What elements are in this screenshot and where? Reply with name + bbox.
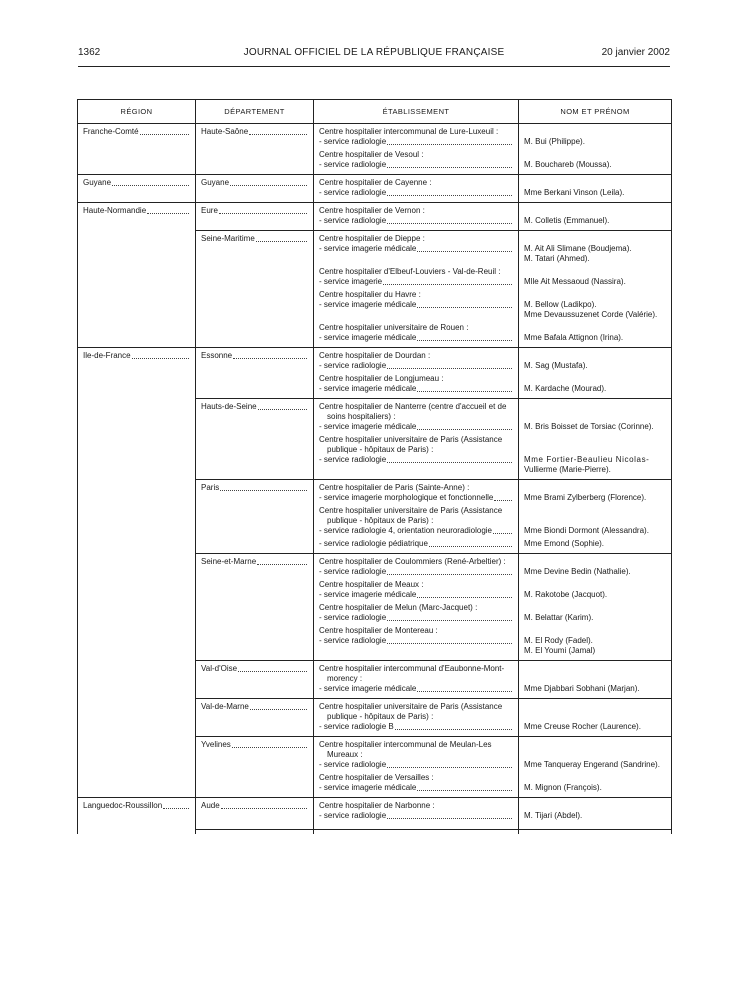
dept-cell: Essonne (196, 348, 314, 399)
region-cell (78, 399, 196, 480)
dept-cell: Eure (196, 203, 314, 231)
table-row-continuation (78, 830, 672, 835)
dept-cell: Val-de-Marne (196, 699, 314, 737)
nom-cell: M. Bui (Philippe). M. Bouchareb (Moussa). (519, 124, 672, 175)
region-cell (78, 480, 196, 554)
dept-cell: Paris (196, 480, 314, 554)
table-row (78, 231, 672, 348)
region-cell: Franche-Comté (78, 124, 196, 175)
etab-cell: Centre hospitalier de Narbonne : - service radiologie (314, 798, 519, 830)
region-cell (78, 699, 196, 737)
dept-cell: Hauts-de-Seine (196, 399, 314, 480)
etab-cell: Centre hospitalier de Vernon : - service radiologie (314, 203, 519, 231)
region-cell (78, 830, 196, 835)
col-etablissement: ÉTABLISSEMENT (314, 100, 519, 124)
header-rule (78, 66, 670, 67)
dept-cell: Seine-et-Marne (196, 554, 314, 661)
table-row (78, 737, 672, 798)
table-row (78, 124, 672, 175)
etab-cell: Centre hospitalier de Dieppe : - service imagerie médicale Centre hospitalier d'Elbeuf-Louviers - Val-de-Reuil : - service imagerie Centre hospitalier du Havre : - service imagerie médicale Centre hospitalier universitaire de Rouen : - service imagerie médicale (314, 231, 519, 348)
region-cell (78, 554, 196, 661)
table-row (78, 661, 672, 699)
dept-cell: Haute-Saône (196, 124, 314, 175)
table-row (78, 480, 672, 554)
table-row (78, 554, 672, 661)
dept-cell: Seine-Maritime (196, 231, 314, 348)
nom-cell: Mme Djabbari Sobhani (Marjan). (519, 661, 672, 699)
region-cell: Haute-Normandie (78, 203, 196, 231)
etab-cell: Centre hospitalier universitaire de Paris (Assistance publique - hôpitaux de Paris) : - service radiologie B (314, 699, 519, 737)
region-cell: Ile-de-France (78, 348, 196, 399)
etab-cell: Centre hospitalier intercommunal de Lure-Luxeuil : - service radiologie Centre hospitalier de Vesoul : - service radiologie (314, 124, 519, 175)
table-row (78, 348, 672, 399)
page-number: 1362 (78, 47, 101, 58)
dept-cell: Val-d'Oise (196, 661, 314, 699)
table-row (78, 203, 672, 231)
nom-cell: M. Colletis (Emmanuel). (519, 203, 672, 231)
journal-title: JOURNAL OFFICIEL DE LA RÉPUBLIQUE FRANÇAISE (243, 47, 505, 58)
dept-cell: Guyane (196, 175, 314, 203)
nom-cell: Mme Devine Bedin (Nathalie). M. Rakotobe (Jacquot). M. Belattar (Karim). M. El Rody (Fadel). M. El Youmi (Jamal) (519, 554, 672, 661)
region-cell (78, 661, 196, 699)
etab-cell: Centre hospitalier intercommunal d'Eaubonne-Mont- morency : - service imagerie médicale (314, 661, 519, 699)
nom-cell: Mme Berkani Vinson (Leila). (519, 175, 672, 203)
issue-date: 20 janvier 2002 (601, 47, 670, 58)
nom-cell: Mme Creuse Rocher (Laurence). (519, 699, 672, 737)
etab-cell (314, 830, 519, 835)
nom-cell: M. Tijari (Abdel). (519, 798, 672, 830)
region-cell (78, 737, 196, 798)
appointments-table (77, 99, 672, 834)
nom-cell: M. Ait Ali Slimane (Boudjema). M. Tatari (Ahmed). Mlle Ait Messaoud (Nassira). M. Bellow (Ladikpo). Mme Devaussuzenet Corde (Valérie). Mme Bafala Attignon (Irina). (519, 231, 672, 348)
nom-cell: M. Sag (Mustafa). M. Kardache (Mourad). (519, 348, 672, 399)
region-cell: Guyane (78, 175, 196, 203)
table-row (78, 399, 672, 480)
nom-cell: Mme Brami Zylberberg (Florence). Mme Biondi Dormont (Alessandra). Mme Emond (Sophie). (519, 480, 672, 554)
etab-cell: Centre hospitalier de Paris (Sainte-Anne) : - service imagerie morphologique et fonctionnelle Centre hospitalier universitaire de Paris (Assistance publique - hôpitaux de Paris) : - service radiologie 4, orientation neuroradiologie - service radiologie pédiatrique (314, 480, 519, 554)
etab-cell: Centre hospitalier de Dourdan : - service radiologie Centre hospitalier de Longjumeau : - service imagerie médicale (314, 348, 519, 399)
col-region: RÉGION (78, 100, 196, 124)
page-header (78, 47, 670, 63)
dept-cell (196, 830, 314, 835)
dept-cell: Aude (196, 798, 314, 830)
etab-cell: Centre hospitalier de Cayenne : - service radiologie (314, 175, 519, 203)
etab-cell: Centre hospitalier de Coulommiers (René-Arbeltier) : - service radiologie Centre hospitalier de Meaux : - service imagerie médicale Centre hospitalier de Melun (Marc-Jacquet) : - service radiologie Centre hospitalier de Montereau : - service radiologie (314, 554, 519, 661)
col-departement: DÉPARTEMENT (196, 100, 314, 124)
etab-cell: Centre hospitalier de Nanterre (centre d'accueil et de soins hospitaliers) : - service imagerie médicale Centre hospitalier universitaire de Paris (Assistance publique - hôpitaux de Paris) : - service radiologie (314, 399, 519, 480)
nom-cell: M. Bris Boisset de Torsiac (Corinne). Mme Fortier-Beaulieu Nicolas- Vullierme (Marie-Pierre). (519, 399, 672, 480)
nom-cell (519, 830, 672, 835)
col-nom-prenom: NOM ET PRÉNOM (519, 100, 672, 124)
table-row (78, 699, 672, 737)
table-header-row (78, 100, 672, 124)
table-row (78, 798, 672, 830)
dept-cell: Yvelines (196, 737, 314, 798)
region-cell (78, 231, 196, 348)
nom-cell: Mme Tanqueray Engerand (Sandrine). M. Mignon (François). (519, 737, 672, 798)
region-cell: Languedoc-Roussillon (78, 798, 196, 830)
table-row (78, 175, 672, 203)
etab-cell: Centre hospitalier intercommunal de Meulan-Les Mureaux : - service radiologie Centre hospitalier de Versailles : - service imagerie médicale (314, 737, 519, 798)
